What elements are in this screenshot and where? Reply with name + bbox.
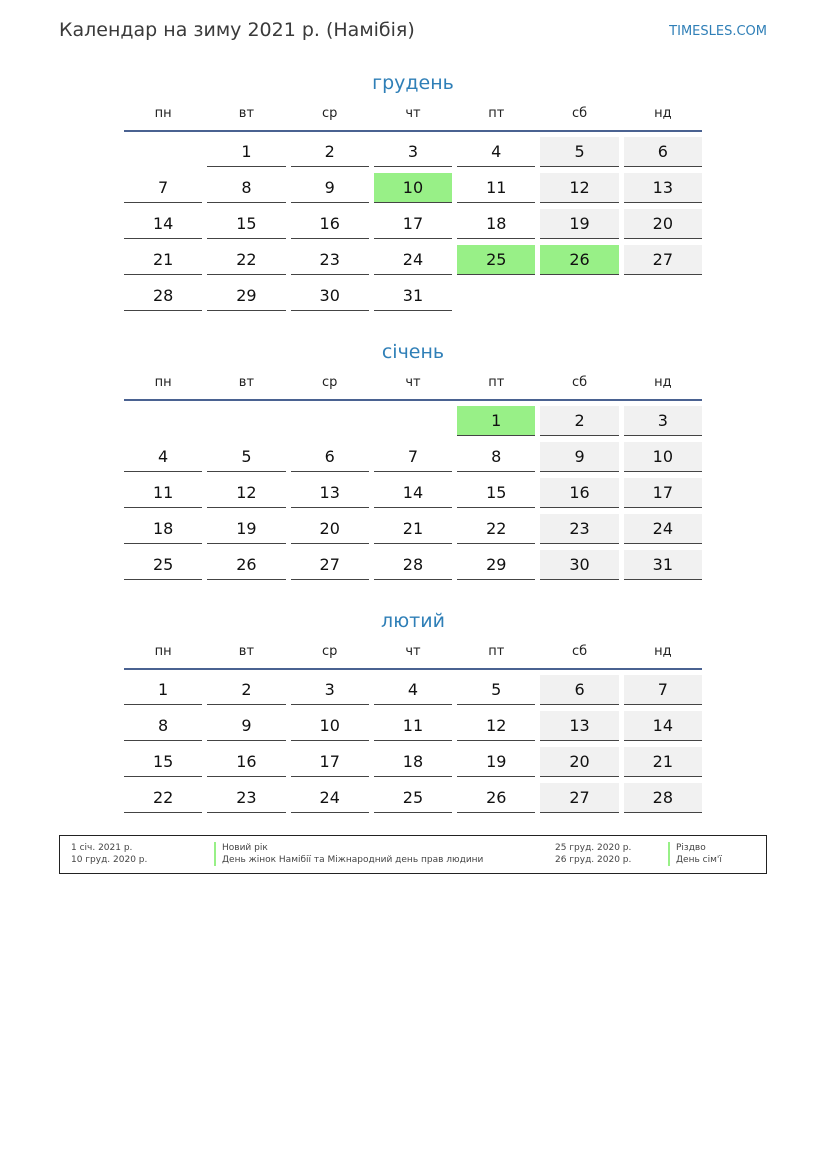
day-cell: 6: [291, 442, 369, 472]
weekday-label: сб: [571, 644, 588, 659]
weekday-header: [124, 106, 702, 132]
day-cell: 9: [291, 173, 369, 203]
day-cell: 28: [624, 783, 702, 813]
day-cell: 18: [374, 747, 452, 777]
weekday-label: нд: [654, 644, 672, 659]
weekday-label: ср: [322, 644, 338, 659]
day-cell: 28: [124, 281, 202, 311]
week-row: [124, 675, 702, 706]
day-cell: 26: [457, 783, 535, 813]
weekday-label: ср: [322, 375, 338, 390]
legend-date: 26 груд. 2020 р.: [555, 855, 632, 865]
day-cell: 5: [540, 137, 618, 167]
day-cell: 2: [207, 675, 285, 705]
weekday-label: чт: [405, 375, 421, 390]
day-cell: 27: [624, 245, 702, 275]
legend-date: 1 січ. 2021 р.: [71, 843, 133, 853]
day-cell: 7: [624, 675, 702, 705]
day-cell: 8: [457, 442, 535, 472]
legend-name: День сім'ї: [668, 854, 722, 866]
day-cell: 27: [540, 783, 618, 813]
week-row: [124, 478, 702, 509]
weekday-label: пн: [154, 644, 172, 659]
weekday-label: пн: [154, 375, 172, 390]
day-cell: 25: [124, 550, 202, 580]
weekday-label: вт: [238, 106, 255, 121]
day-cell: 20: [291, 514, 369, 544]
day-cell: 23: [291, 245, 369, 275]
day-cell: 7: [124, 173, 202, 203]
week-row: [124, 137, 702, 168]
day-cell: 18: [457, 209, 535, 239]
day-cell: 23: [540, 514, 618, 544]
week-row: [124, 550, 702, 581]
day-cell: 21: [374, 514, 452, 544]
weekday-header: [124, 375, 702, 401]
day-cell: 12: [207, 478, 285, 508]
day-cell: 1: [207, 137, 285, 167]
week-row: [124, 406, 702, 437]
empty-day-cell: [124, 406, 202, 436]
day-cell: 11: [457, 173, 535, 203]
day-cell: 4: [124, 442, 202, 472]
page-title: Календар на зиму 2021 р. (Намібія): [59, 19, 415, 41]
day-cell: 24: [374, 245, 452, 275]
day-cell: 16: [540, 478, 618, 508]
day-cell: 17: [624, 478, 702, 508]
week-row: [124, 209, 702, 240]
weekday-label: сб: [571, 106, 588, 121]
weekday-label: нд: [654, 106, 672, 121]
day-cell: 5: [207, 442, 285, 472]
day-cell: 25: [457, 245, 535, 275]
day-cell: 29: [457, 550, 535, 580]
weekday-label: вт: [238, 644, 255, 659]
day-cell: 30: [540, 550, 618, 580]
week-row: [124, 245, 702, 276]
day-cell: 24: [624, 514, 702, 544]
day-cell: 8: [124, 711, 202, 741]
day-cell: 6: [624, 137, 702, 167]
day-cell: 3: [374, 137, 452, 167]
day-cell: 18: [124, 514, 202, 544]
day-cell: 10: [374, 173, 452, 203]
day-cell: 3: [624, 406, 702, 436]
empty-day-cell: [540, 281, 618, 311]
day-cell: 24: [291, 783, 369, 813]
day-cell: 21: [124, 245, 202, 275]
day-cell: 14: [624, 711, 702, 741]
day-cell: 10: [624, 442, 702, 472]
day-cell: 9: [207, 711, 285, 741]
day-cell: 9: [540, 442, 618, 472]
day-cell: 21: [624, 747, 702, 777]
weekday-label: нд: [654, 375, 672, 390]
month-name: лютий: [381, 610, 445, 632]
day-cell: 11: [374, 711, 452, 741]
day-cell: 14: [124, 209, 202, 239]
day-cell: 31: [374, 281, 452, 311]
day-cell: 3: [291, 675, 369, 705]
empty-day-cell: [374, 406, 452, 436]
day-cell: 29: [207, 281, 285, 311]
month-december: [124, 70, 702, 317]
day-cell: 13: [291, 478, 369, 508]
day-cell: 15: [207, 209, 285, 239]
day-cell: 4: [374, 675, 452, 705]
empty-day-cell: [207, 406, 285, 436]
weekday-label: пт: [488, 375, 505, 390]
day-cell: 16: [207, 747, 285, 777]
site-link[interactable]: TIMESLES.COM: [669, 24, 767, 39]
day-cell: 27: [291, 550, 369, 580]
weekday-label: чт: [405, 106, 421, 121]
legend-name: Різдво: [668, 842, 706, 854]
day-cell: 15: [124, 747, 202, 777]
day-cell: 5: [457, 675, 535, 705]
week-row: [124, 711, 702, 742]
weekday-label: пт: [488, 644, 505, 659]
weekday-header: [124, 644, 702, 670]
empty-day-cell: [124, 137, 202, 167]
day-cell: 11: [124, 478, 202, 508]
weekday-label: чт: [405, 644, 421, 659]
weekday-label: ср: [322, 106, 338, 121]
weekday-label: вт: [238, 375, 255, 390]
week-row: [124, 281, 702, 312]
day-cell: 26: [207, 550, 285, 580]
day-cell: 13: [624, 173, 702, 203]
day-cell: 7: [374, 442, 452, 472]
day-cell: 15: [457, 478, 535, 508]
day-cell: 25: [374, 783, 452, 813]
month-february: [124, 608, 702, 819]
day-cell: 20: [624, 209, 702, 239]
day-cell: 22: [124, 783, 202, 813]
day-cell: 17: [291, 747, 369, 777]
weekday-label: пн: [154, 106, 172, 121]
month-january: [124, 339, 702, 586]
day-cell: 1: [124, 675, 202, 705]
weeks-grid: [124, 406, 702, 581]
legend-date: 25 груд. 2020 р.: [555, 843, 632, 853]
empty-day-cell: [624, 281, 702, 311]
day-cell: 17: [374, 209, 452, 239]
day-cell: 10: [291, 711, 369, 741]
day-cell: 8: [207, 173, 285, 203]
day-cell: 12: [540, 173, 618, 203]
week-row: [124, 783, 702, 814]
week-row: [124, 173, 702, 204]
day-cell: 23: [207, 783, 285, 813]
week-row: [124, 442, 702, 473]
day-cell: 12: [457, 711, 535, 741]
day-cell: 4: [457, 137, 535, 167]
day-cell: 6: [540, 675, 618, 705]
day-cell: 31: [624, 550, 702, 580]
day-cell: 26: [540, 245, 618, 275]
empty-day-cell: [457, 281, 535, 311]
weeks-grid: [124, 675, 702, 814]
day-cell: 20: [540, 747, 618, 777]
empty-day-cell: [291, 406, 369, 436]
weeks-grid: [124, 137, 702, 312]
day-cell: 2: [291, 137, 369, 167]
holiday-legend: [59, 835, 767, 874]
weekday-label: сб: [571, 375, 588, 390]
day-cell: 1: [457, 406, 535, 436]
day-cell: 19: [457, 747, 535, 777]
legend-name: День жінок Намібії та Міжнародний день прав людини: [214, 854, 483, 866]
month-name: грудень: [372, 72, 454, 94]
legend-date: 10 груд. 2020 р.: [71, 855, 148, 865]
month-name: січень: [381, 341, 445, 363]
week-row: [124, 747, 702, 778]
day-cell: 22: [207, 245, 285, 275]
day-cell: 28: [374, 550, 452, 580]
day-cell: 19: [207, 514, 285, 544]
day-cell: 14: [374, 478, 452, 508]
day-cell: 13: [540, 711, 618, 741]
day-cell: 19: [540, 209, 618, 239]
legend-name: Новий рік: [214, 842, 268, 854]
day-cell: 2: [540, 406, 618, 436]
day-cell: 30: [291, 281, 369, 311]
day-cell: 16: [291, 209, 369, 239]
day-cell: 22: [457, 514, 535, 544]
weekday-label: пт: [488, 106, 505, 121]
week-row: [124, 514, 702, 545]
